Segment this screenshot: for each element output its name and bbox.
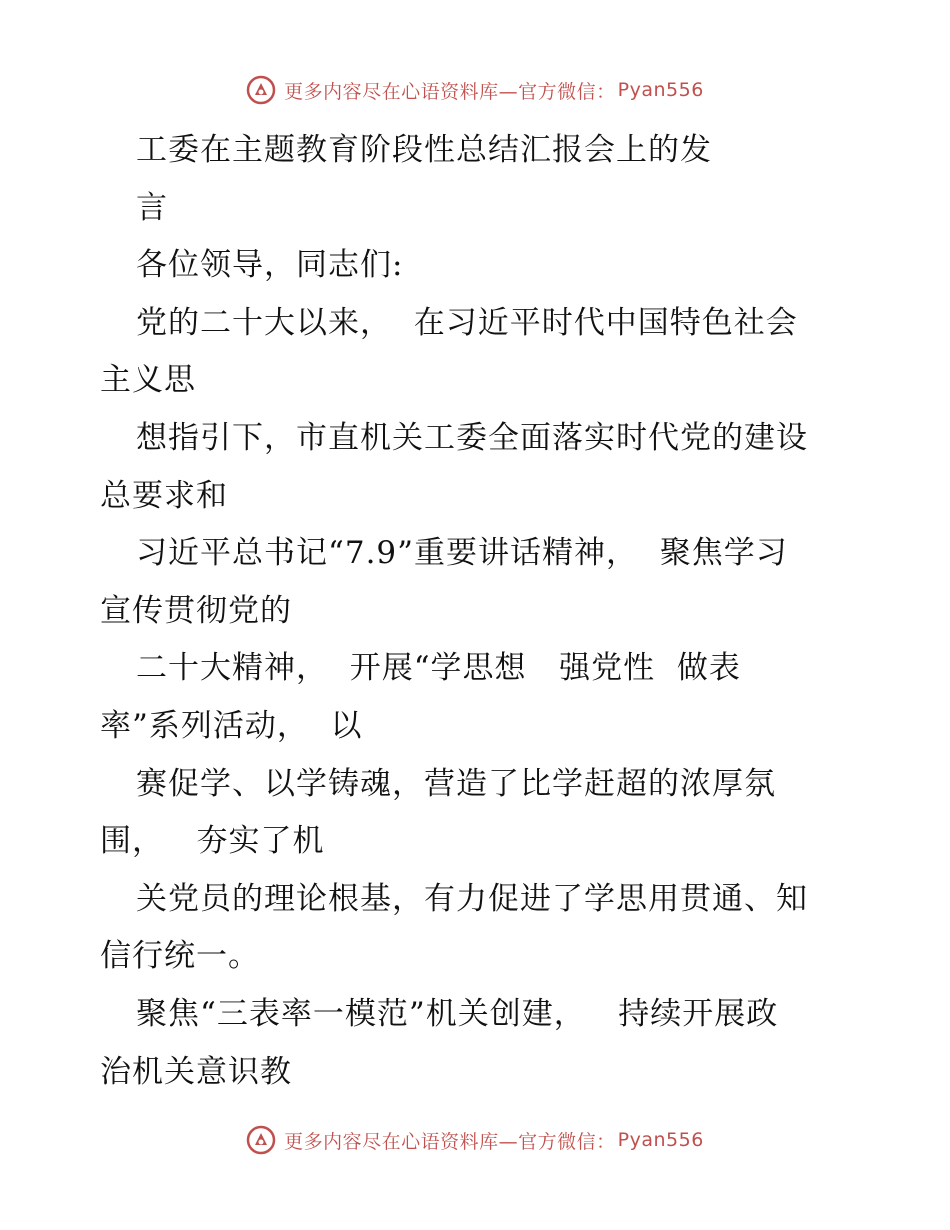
body-line: 习近平总书记“7.9”重要讲话精神， 聚焦学习 (136, 535, 788, 572)
header-watermark (0, 70, 950, 110)
footer-watermark (0, 1120, 950, 1160)
salutation: 各位领导，同志们: (136, 247, 404, 284)
body-line: 围， 夯实了机 (100, 823, 325, 860)
body-line: 关党员的理论根基，有力促进了学思用贯通、知 (136, 880, 808, 917)
body-line: 赛促学、以学铸魂，营造了比学赶超的浓厚氛 (136, 765, 776, 802)
seal-logo-icon (246, 1125, 276, 1155)
document-title-line-2: 言 (136, 189, 168, 226)
body-line: 主义思 (100, 362, 196, 399)
document-body (100, 122, 860, 1101)
watermark-wechat-id: Pyan556 (617, 1129, 704, 1151)
watermark-text: 更多内容尽在心语资料库—官方微信： (284, 80, 616, 103)
body-line: 总要求和 (100, 477, 228, 514)
body-line: 宣传贯彻党的 (100, 592, 292, 629)
watermark-wechat-id: Pyan556 (617, 79, 704, 101)
seal-logo-icon (246, 75, 276, 105)
body-line: 信行统一。 (100, 938, 260, 975)
body-line: 党的二十大以来， 在习近平时代中国特色社会 (136, 304, 798, 341)
body-line: 治机关意识教 (100, 1053, 292, 1090)
body-line: 聚焦“三表率一模范”机关创建， 持续开展政 (136, 995, 779, 1032)
body-line: 二十大精神， 开展“学思想 强党性 做表 (136, 650, 741, 687)
document-title-line-1: 工委在主题教育阶段性总结汇报会上的发 (136, 132, 712, 168)
body-line: 想指引下，市直机关工委全面落实时代党的建设 (136, 419, 808, 456)
body-line: 率”系列活动， 以 (100, 707, 363, 744)
watermark-text: 更多内容尽在心语资料库—官方微信： (284, 1130, 616, 1153)
